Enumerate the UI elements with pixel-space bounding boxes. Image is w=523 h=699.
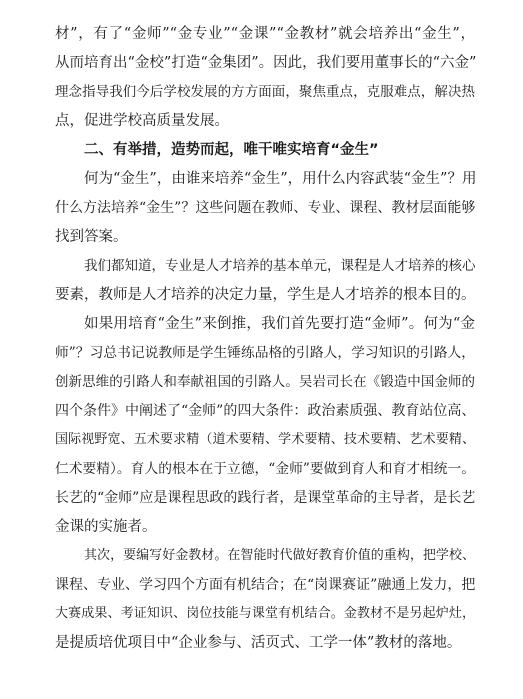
- paragraph-line: 何为“金生”，由谁来培养“金生”，用什么内容武装“金生”？用: [84, 171, 477, 187]
- paragraph-line: 金课的实施者。: [55, 519, 157, 535]
- paragraph-line: 大赛成果、考证知识、岗位技能与课堂有机结合。金教材不是另起炉灶，: [55, 606, 475, 621]
- section-heading: 二、有举措，造势而起，唯干唯实培育“金生”: [84, 142, 379, 158]
- paragraph-line: 创新思维的引路人和奉献祖国的引路人。吴岩司长在《锻造中国金师的: [55, 374, 475, 390]
- paragraph-line: 理念指导我们今后学校发展的方方面面，聚焦重点，克服难点，解决热: [55, 84, 475, 100]
- paragraph-line: 仁术要精）。育人的根本在于立德，“金师”要做到育人和育才相统一。: [55, 461, 475, 477]
- paragraph-line: 课程、专业、学习四个方面有机结合；在“岗课赛证”融通上发力，把: [55, 577, 476, 593]
- paragraph-line: 其次，要编写好金教材。在智能时代做好教育价值的重构，把学校、: [84, 548, 475, 563]
- paragraph-line: 什么方法培养“金生”？这些问题在教师、专业、课程、教材层面能够: [55, 200, 476, 216]
- paragraph-line: 点，促进学校高质量发展。: [55, 113, 229, 129]
- paragraph-line: 材”，有了“金师”“金专业”“金课”“金教材”就会培养出“金生”，: [55, 26, 475, 42]
- paragraph-line: 从而培育出“金校”打造“金集团”。因此，我们要用董事长的“六金”: [55, 55, 477, 71]
- paragraph-line: 师”？习总书记说教师是学生锤练品格的引路人，学习知识的引路人，: [55, 345, 475, 361]
- paragraph-line: 我们都知道，专业是人才培养的基本单元，课程是人才培养的核心: [84, 258, 476, 274]
- paragraph-line: 长艺的“金师”应是课程思政的践行者，是课堂革命的主导者，是长艺: [55, 490, 476, 506]
- paragraph-line: 四个条件》中阐述了“金师”的四大条件：政治素质强、教育站位高、: [55, 403, 476, 419]
- paragraph-line: 找到答案。: [55, 229, 128, 245]
- paragraph-line: 要素，教师是人才培养的决定力量，学生是人才培养的根本目的。: [55, 287, 476, 303]
- paragraph-line: 国际视野宽、五术要求精（道术要精、学术要精、技术要精、艺术要精、: [55, 432, 475, 447]
- paragraph-line: 如果用培育“金生”来倒推，我们首先要打造“金师”。何为“金: [84, 316, 475, 332]
- paragraph-line: 是提质培优项目中“企业参与、活页式、工学一体”教材的落地。: [55, 635, 462, 651]
